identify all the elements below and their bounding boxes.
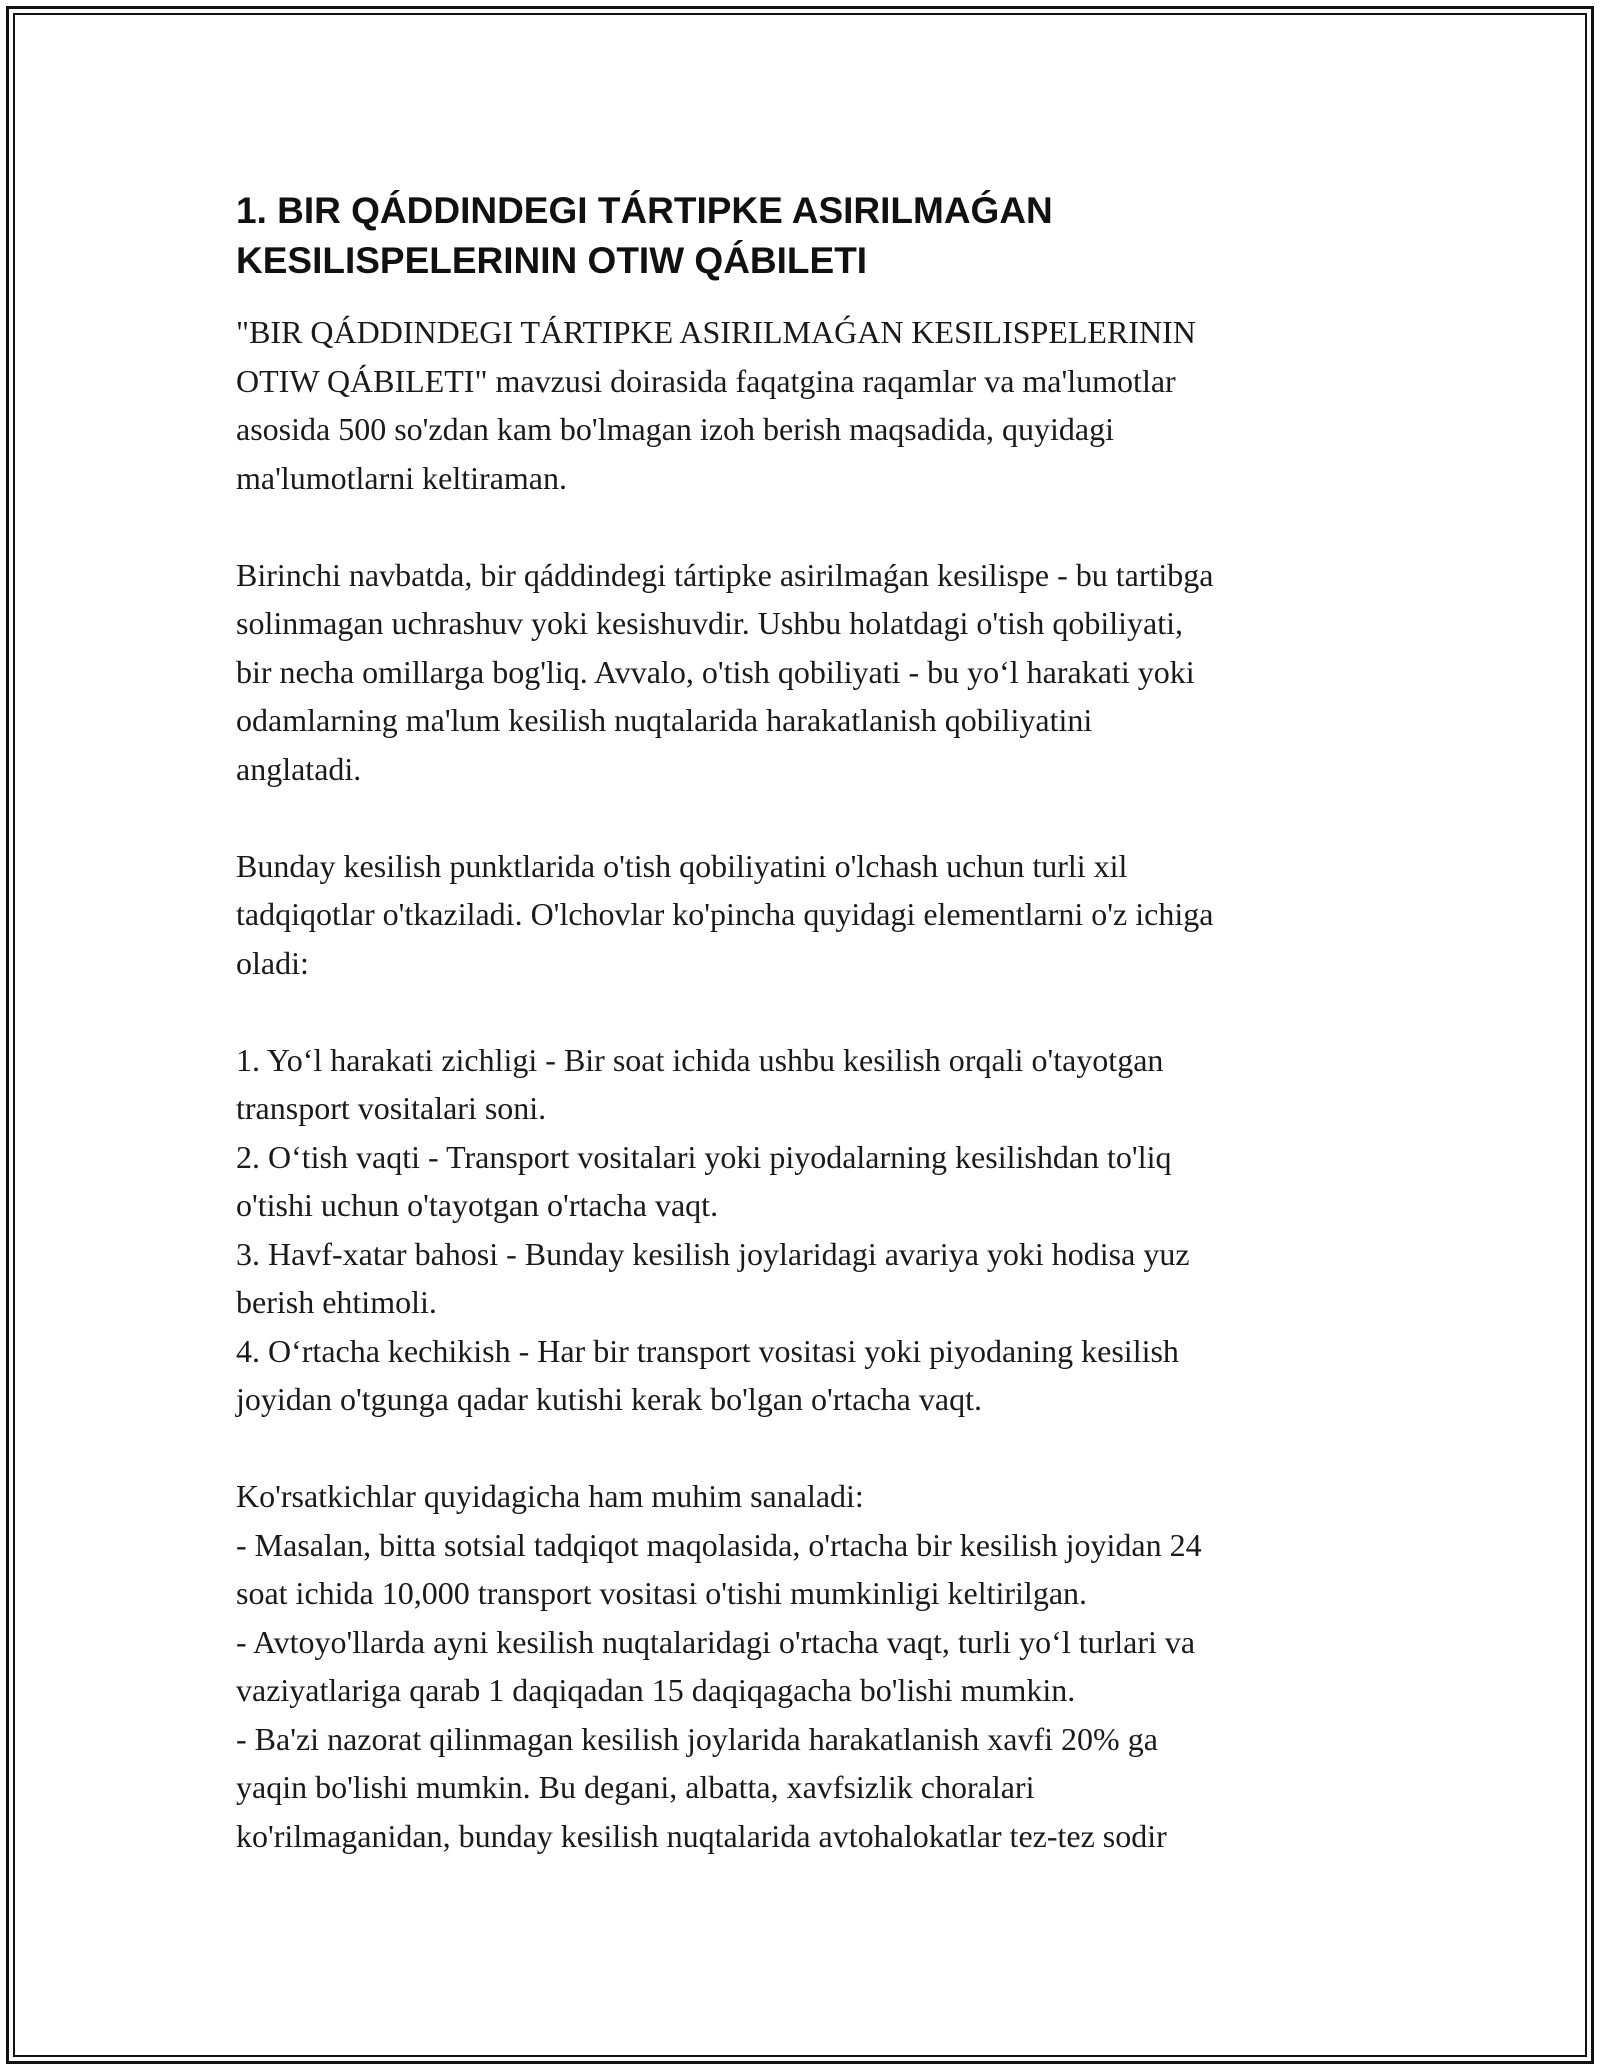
paragraph-indicators <box>236 1472 1364 1860</box>
text-line: Birinchi navbatda, bir qáddindegi tártipke asirilmaǵan kesilispe - bu tartibga <box>236 556 1214 593</box>
list-item-line: ko'rilmaganidan, bunday kesilish nuqtalarida avtohalokatlar tez-tez sodir <box>236 1817 1167 1854</box>
text-line: Ko'rsatkichlar quyidagicha ham muhim sanaladi: <box>236 1478 864 1514</box>
list-item-line: berish ehtimoli. <box>236 1284 437 1320</box>
text-line: solinmagan uchrashuv yoki kesishuvdir. Ushbu holatdagi o'tish qobiliyati, <box>236 605 1184 641</box>
list-item-line: soat ichida 10,000 transport vositasi o'tishi mumkinligi keltirilgan. <box>236 1575 1088 1611</box>
list-item-line: 3. Havf-xatar bahosi - Bunday kesilish joylaridagi avariya yoki hodisa yuz <box>236 1235 1190 1272</box>
text-line: oladi: <box>236 944 309 981</box>
paragraph-measurement <box>236 842 1364 988</box>
list-item-line: - Avtoyo'llarda ayni kesilish nuqtalaridagi o'rtacha vaqt, turli yo‘l turlari va <box>236 1623 1196 1660</box>
list-item-line: 1. Yo‘l harakati zichligi - Bir soat ichida ushbu kesilish orqali o'tayotgan <box>236 1041 1164 1078</box>
text-line: tadqiqotlar o'tkaziladi. O'lchovlar ko'pincha quyidagi elementlarni o'z ichiga <box>236 896 1214 932</box>
list-item-line: transport vositalari soni. <box>236 1090 547 1126</box>
document-page <box>236 186 1364 1860</box>
list-item-line: o'tishi uchun o'tayotgan o'rtacha vaqt. <box>236 1187 719 1223</box>
section-heading <box>236 186 1364 286</box>
text-line: anglatadi. <box>236 750 362 787</box>
text-line: bir necha omillarga bog'liq. Avvalo, o'tish qobiliyati - bu yo‘l harakati yoki <box>236 653 1195 690</box>
text-line: "BIR QÁDDINDEGI TÁRTIPKE ASIRILMAǴAN KESILISPELERININ <box>236 314 1196 350</box>
paragraph-intro <box>236 308 1364 502</box>
paragraph-numbered-list <box>236 1036 1364 1424</box>
paragraph-definition <box>236 551 1364 794</box>
text-line: asosida 500 so'zdan kam bo'lmagan izoh berish maqsadida, quyidagi <box>236 411 1114 447</box>
list-item-line: - Masalan, bitta sotsial tadqiqot maqolasida, o'rtacha bir kesilish joyidan 24 <box>236 1526 1202 1563</box>
list-item-line: 4. O‘rtacha kechikish - Har bir transport vositasi yoki piyodaning kesilish <box>236 1332 1179 1369</box>
text-line: Bunday kesilish punktlarida o'tish qobiliyatini o'lchash uchun turli xil <box>236 847 1128 884</box>
list-item-line: 2. O‘tish vaqti - Transport vositalari yoki piyodalarning kesilishdan to'liq <box>236 1138 1172 1175</box>
text-line: OTIW QÁBILETI" mavzusi doirasida faqatgina raqamlar va ma'lumotlar <box>236 362 1176 399</box>
heading-line: 1. BIR QÁDDINDEGI TÁRTIPKE ASIRILMAǴAN <box>236 190 1053 231</box>
list-item-line: vaziyatlariga qarab 1 daqiqadan 15 daqiqagacha bo'lishi mumkin. <box>236 1672 1076 1708</box>
text-line: odamlarning ma'lum kesilish nuqtalarida harakatlanish qobiliyatini <box>236 702 1093 738</box>
heading-line: KESILISPELERININ OTIW QÁBILETI <box>236 240 868 281</box>
list-item-line: joyidan o'tgunga qadar kutishi kerak bo'lgan o'rtacha vaqt. <box>236 1381 982 1417</box>
list-item-line: - Ba'zi nazorat qilinmagan kesilish joylarida harakatlanish xavfi 20% ga <box>236 1720 1158 1757</box>
text-line: ma'lumotlarni keltiraman. <box>236 459 567 496</box>
list-item-line: yaqin bo'lishi mumkin. Bu degani, albatta, xavfsizlik choralari <box>236 1769 1035 1805</box>
